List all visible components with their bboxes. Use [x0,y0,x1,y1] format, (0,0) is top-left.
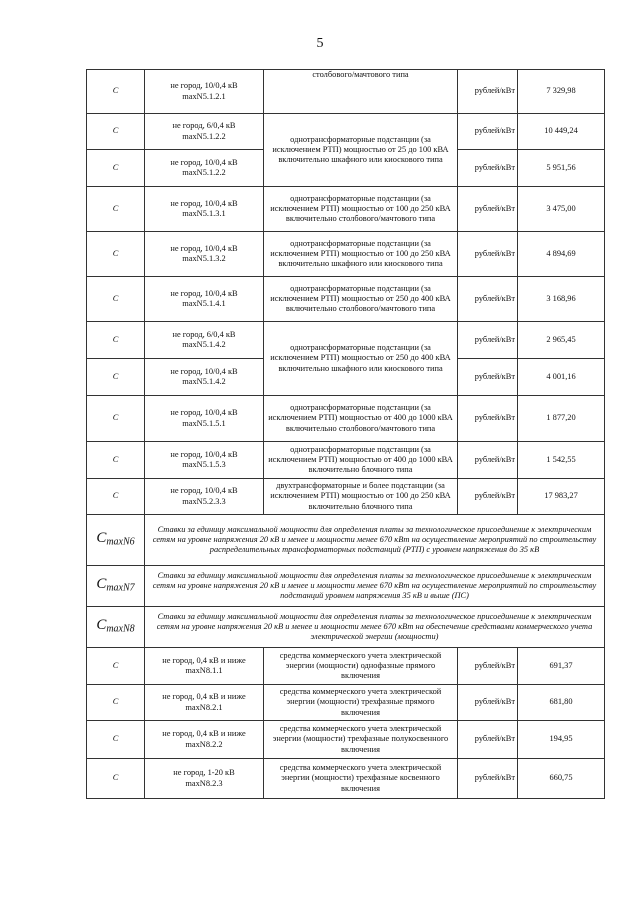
tariff-table [86,69,605,799]
rate-code: maxN5.1.4.2 [182,340,226,349]
rate-code: maxN5.1.3.1 [182,209,226,218]
voltage-level: не город, 0,4 кВ и ниже [162,692,246,702]
rate-symbol-cell [87,607,145,648]
rate-symbol: C [96,616,107,633]
rate-symbol: C [87,322,145,359]
table-row [87,721,605,759]
unit-cell: рублей/кВт [458,396,518,442]
rate-code: maxN5.2.3.3 [182,496,226,506]
rate-symbol: C [96,575,107,592]
rate-code: maxN5.1.4.2 [182,377,226,386]
description-cell: однотрансформаторные подстанции (за исключением РТП) мощностью от 100 до 250 кВА включительно шкафного или киоскового типа [264,232,458,277]
voltage-cell [145,721,264,759]
value-cell: 1 877,20 [518,396,605,442]
table-row [87,442,605,479]
voltage-level: не город, 0,4 кВ и ниже [162,655,246,665]
rate-code: maxN8.2.2 [185,739,223,749]
unit-cell: рублей/кВт [458,479,518,515]
rate-code: maxN5.1.3.2 [182,254,226,263]
voltage-cell [145,70,264,114]
rate-code: maxN8.2.3 [185,778,223,788]
rate-subscript: maxN8 [106,623,135,635]
value-cell: 3 475,00 [518,187,605,232]
rate-subscript: maxN6 [106,536,135,548]
voltage-cell [145,759,264,799]
rate-code: maxN5.1.4.1 [182,299,226,308]
unit-cell: рублей/кВт [458,442,518,479]
rate-symbol: C [87,114,145,150]
rate-code: maxN5.1.5.1 [182,418,226,428]
voltage-level: не город, 10/0,4 кВ [170,366,238,376]
rate-code: maxN8.1.1 [185,666,223,675]
section-note-row [87,607,605,648]
value-cell: 194,95 [518,721,605,759]
unit-cell: рублей/кВт [458,150,518,187]
unit-cell: рублей/кВт [458,721,518,759]
description-cell: средства коммерческого учета электрической энергии (мощности) трехфазные косвенного включения [264,759,458,799]
value-cell: 2 965,45 [518,322,605,359]
voltage-cell [145,114,264,150]
value-cell: 691,37 [518,648,605,685]
rate-code: maxN5.1.2.1 [182,91,226,101]
rate-code: maxN5.1.5.3 [182,460,226,469]
section-note-row [87,566,605,607]
table-row [87,648,605,685]
rate-symbol: C [87,759,145,799]
rate-symbol: C [87,442,145,479]
rate-code: maxN5.1.2.2 [182,168,226,177]
unit-cell: рублей/кВт [458,70,518,114]
unit-cell: рублей/кВт [458,759,518,799]
rate-symbol: C [87,187,145,232]
unit-cell: рублей/кВт [458,359,518,396]
voltage-level: не город, 10/0,4 кВ [170,157,238,167]
voltage-cell [145,150,264,187]
rate-symbol: C [87,70,145,114]
table-row [87,114,605,150]
unit-cell: рублей/кВт [458,277,518,322]
rate-symbol-cell [87,515,145,566]
value-cell: 17 983,27 [518,479,605,515]
voltage-cell [145,359,264,396]
rate-symbol: C [87,396,145,442]
unit-cell: рублей/кВт [458,114,518,150]
rate-symbol-cell [87,566,145,607]
description-cell: однотрансформаторные подстанции (за исключением РТП) мощностью от 250 до 400 кВА включительно столбового/мачтового типа [264,277,458,322]
rate-symbol: C [87,150,145,187]
section-note: Ставки за единицу максимальной мощности для определения платы за технологическое присоединение к электрическим сетям на уровне напряжения 20 кВ и менее и мощности менее 670 кВт на осуществление мероприятий по строительству распределительных трансформаторных подстанций (РТП) с уровнем напряжения до 35 кВ [145,515,605,566]
voltage-level: не город, 10/0,4 кВ [170,198,238,208]
voltage-level: не город, 10/0,4 кВ [170,243,238,253]
voltage-level: не город, 6/0,4 кВ [172,329,236,339]
table-row [87,277,605,322]
section-note-row [87,515,605,566]
table-row [87,70,605,114]
table-row [87,232,605,277]
table-row [87,479,605,515]
voltage-cell [145,277,264,322]
voltage-level: не город, 10/0,4 кВ [170,449,238,459]
rate-symbol: C [87,359,145,396]
description-cell: однотрансформаторные подстанции (за исключением РТП) мощностью от 100 до 250 кВА включительно столбового/мачтового типа [264,187,458,232]
voltage-cell [145,187,264,232]
voltage-level: не город, 10/0,4 кВ [170,288,238,298]
voltage-cell [145,685,264,721]
description-cell: однотрансформаторные подстанции (за исключением РТП) мощностью от 400 до 1000 кВА включительно блочного типа [264,442,458,479]
table-row [87,759,605,799]
rate-symbol: C [87,232,145,277]
voltage-cell [145,479,264,515]
unit-cell: рублей/кВт [458,648,518,685]
value-cell: 660,75 [518,759,605,799]
value-cell: 5 951,56 [518,150,605,187]
description-cell: средства коммерческого учета электрической энергии (мощности) трехфазные прямого включения [264,685,458,721]
voltage-cell [145,396,264,442]
voltage-cell [145,442,264,479]
voltage-level: не город, 10/0,4 кВ [170,81,238,91]
value-cell: 681,80 [518,685,605,721]
value-cell: 1 542,55 [518,442,605,479]
voltage-cell [145,648,264,685]
unit-cell: рублей/кВт [458,322,518,359]
table-row [87,396,605,442]
rate-symbol: C [87,479,145,515]
description-cell: столбового/мачтового типа [264,70,458,114]
rate-symbol: C [96,529,107,546]
voltage-level: не город, 1-20 кВ [173,768,235,778]
rate-code: maxN5.1.2.2 [182,131,226,141]
description-cell: средства коммерческого учета электрической энергии (мощности) однофазные прямого включения [264,648,458,685]
value-cell: 3 168,96 [518,277,605,322]
voltage-level: не город, 6/0,4 кВ [172,121,236,131]
unit-cell: рублей/кВт [458,187,518,232]
table-row [87,322,605,359]
table-row [87,685,605,721]
rate-symbol: C [87,721,145,759]
value-cell: 4 894,69 [518,232,605,277]
voltage-cell [145,232,264,277]
description-cell: однотрансформаторные подстанции (за исключением РТП) мощностью от 25 до 100 кВА включительно шкафного или киоскового типа [264,114,458,187]
description-cell: двухтрансформаторные и более подстанции (за исключением РТП) мощностью от 100 до 250 кВА включительно блочного типа [264,479,458,515]
section-note: Ставки за единицу максимальной мощности для определения платы за технологическое присоединение к электрическим сетям на уровне напряжения 20 кВ и менее и мощности менее 670 кВт на обеспечение средствами коммерческого учета электрической энергии (мощности) [145,607,605,648]
value-cell: 7 329,98 [518,70,605,114]
section-note: Ставки за единицу максимальной мощности для определения платы за технологическое присоединение к электрическим сетям на уровне напряжения 20 кВ и менее и мощности менее 670 кВт на осуществление мероприятий по строительству подстанций уровнем напряжения 35 кВ и выше (ПС) [145,566,605,607]
page-number: 5 [316,36,324,51]
voltage-level: не город, 0,4 кВ и ниже [162,729,246,739]
voltage-cell [145,322,264,359]
unit-cell: рублей/кВт [458,232,518,277]
description-cell: однотрансформаторные подстанции (за исключением РТП) мощностью от 400 до 1000 кВА включительно столбового/мачтового типа [264,396,458,442]
value-cell: 10 449,24 [518,114,605,150]
value-cell: 4 001,16 [518,359,605,396]
description-cell: однотрансформаторные подстанции (за исключением РТП) мощностью от 250 до 400 кВА включительно шкафного или киоскового типа [264,322,458,396]
voltage-level: не город, 10/0,4 кВ [170,486,238,496]
description-cell: средства коммерческого учета электрической энергии (мощности) трехфазные полукосвенного включения [264,721,458,759]
rate-subscript: maxN7 [106,582,135,594]
rate-symbol: C [87,277,145,322]
rate-symbol: C [87,648,145,685]
voltage-level: не город, 10/0,4 кВ [170,408,238,418]
unit-cell: рублей/кВт [458,685,518,721]
table-row [87,187,605,232]
rate-code: maxN8.2.1 [185,702,223,712]
rate-symbol: C [87,685,145,721]
